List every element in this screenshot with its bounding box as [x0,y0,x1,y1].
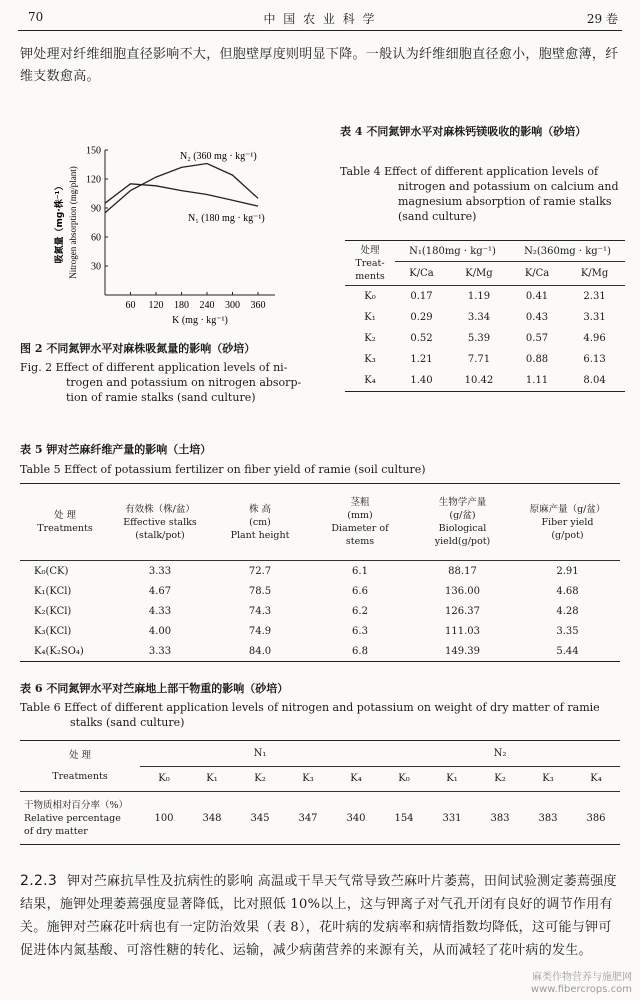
x-tick-label: 60 [125,300,136,311]
table4-cell: 0.17 [410,291,433,302]
x-tick-label: 180 [174,300,189,311]
table5-header [110,484,210,561]
series-line-1 [105,164,258,213]
table5-row [20,621,620,641]
x-axis-label: K (mg · kg⁻¹) [172,315,228,326]
table4-sub-header: K/Ca [409,268,434,280]
table6-cell: 340 [346,812,366,824]
table4-cell: 1.21 [410,354,433,365]
intro-paragraph: 钾处理对纤维细胞直径影响不大，但胞壁厚度则明显下降。一般认为纤维细胞直径愈小，胞壁愈薄，纤维支数愈高。 [20,47,619,84]
volume-label: 29 卷 [586,12,618,26]
table4-sub-header: K/Mg [465,268,493,280]
table6-treat-header [20,741,140,792]
y-tick-label: 120 [86,174,101,186]
fig2-chart [10,135,300,335]
table4-caption-en [340,164,630,224]
table5-header-unit: (g/pot) [551,529,584,541]
table6-treat-en: Treatments [52,771,108,782]
table4-cell: 0.41 [525,291,549,302]
fig2-caption-en-line: tion of ramie stalks (sand culture) [66,391,256,404]
table5-caption-cn: 表 5 钾对苎麻纤维产量的影响（土培） [20,443,212,456]
table4-cell: 0.52 [410,333,433,344]
table6 [20,740,620,845]
table4-cell: 3.31 [583,312,606,323]
table6-caption-en-line: Table 6 Effect of different application levels of nitrogen and potassium on weight of dry matter of ramie [20,701,600,714]
table6-k-header: K₃ [302,773,314,785]
table6-cell: 345 [250,812,270,824]
table5-cell: 74.3 [248,605,272,617]
table5-header-unit: (mm) [347,510,373,521]
table4 [345,240,625,392]
table4-treat-en: Treat-ments [355,257,385,282]
table4-cell: K₀ [364,291,376,302]
table5-row [20,601,620,621]
table5-header-en: Effective stalks [123,516,197,528]
table6-row-label-en: Relative percentage of dry matter [24,812,121,837]
table4-caption-en-line: Table 4 Effect of different application levels of [340,165,599,178]
fig2-caption-en-line: trogen and potassium on nitrogen absorp- [66,376,302,389]
series-label-n1: N₁ (180 mg · kg⁻¹) [188,213,265,224]
table5-header-en: Fiber yield [541,516,594,528]
table5-cell: K₀(CK) [34,565,69,577]
table5-cell: 72.7 [248,565,272,577]
table5-header-en: Biological yield(g/pot) [434,523,491,547]
table5-cell: 6.1 [352,565,368,577]
table6-row-label [20,792,140,845]
table5-header [20,484,110,561]
table5-header-unit: (cm) [249,516,271,528]
table5-cell: 126.37 [445,605,480,617]
table4-cell: 6.13 [583,354,606,365]
table5-header-unit: (stalk/pot) [135,529,185,541]
table5-cell: 4.28 [556,605,579,617]
table4-cell: K₁ [364,312,376,323]
table4-cell: 1.40 [410,375,433,386]
table6-k-header: K₀ [158,773,170,785]
fig2-caption-en [20,360,320,405]
table6-cell: 100 [154,812,174,824]
x-tick-label: 240 [199,300,215,311]
table4-caption-cn: 表 4 不同氮钾水平对麻株钙镁吸收的影响（砂培） [340,125,587,138]
table6-cell: 347 [298,812,318,824]
table6-cell: 383 [490,812,510,824]
table4-cell: 1.19 [467,291,491,302]
section-text: 钾对苎麻抗旱性及抗病性的影响 高温或干旱天气常导致苎麻叶片萎蔫，田间试验测定萎蔫强度结果，施钾处理萎蔫强度显著降低，比对照低 10%以上，这与钾离子对气孔开闭有良好的调节作用有关。施钾对苎麻花叶病也有一定防治效果（表 8），花叶病的发病率和病情指数均降低，这可能与钾可促进体内氮基酸、可溶性糖的转化、运输，减少病菌营养的来源有关，从而减轻了花叶病的发生。 [20,874,617,958]
table5-cell: 3.35 [556,625,579,637]
page-number: 70 [28,10,44,24]
fig2-caption-cn: 图 2 不同氮钾水平对麻株吸氮量的影响（砂培） [20,342,256,355]
table5-cell: 88.17 [448,565,477,577]
table4-n2-header: N₂(360mg · kg⁻¹) [510,241,625,262]
table4-cell: 0.43 [525,312,549,323]
table4-cell: 0.57 [525,333,549,344]
table5-header-en: Plant height [230,529,290,541]
table5-cell: 4.68 [556,585,579,597]
table5-cell: 6.3 [352,625,368,637]
table6-k-header: K₄ [590,773,602,785]
table6-k-header: K₄ [350,773,362,785]
y-tick-label: 60 [91,232,101,244]
table6-n1-header: N₁ [140,741,380,767]
table5-header [210,484,310,561]
table6-row-label-cn: 干物质相对百分率（%） [24,799,129,811]
table4-cell: 4.96 [583,333,606,344]
table5-cell: 5.44 [556,645,579,657]
header-rule [18,30,622,31]
table5-cell: 4.00 [148,625,172,637]
table5-header [515,484,620,561]
table4-row [345,328,625,349]
table5-cell: 149.39 [445,645,480,657]
journal-title: 中 国 农 业 科 学 [263,12,377,26]
table4-cell: 0.88 [525,354,549,365]
table5-header [410,484,515,561]
table5-row [20,561,620,582]
table5-cell: 3.33 [148,645,172,657]
watermark [531,972,632,996]
fig2-caption-en-line: Fig. 2 Effect of different application levels of ni- [20,361,288,374]
table6-row [20,792,620,845]
table5-cell: 111.03 [445,625,480,637]
table5-header-en: Diameter of stems [331,523,389,547]
table4-sub-header: K/Mg [580,268,609,280]
table4-sub-header: K/Ca [524,268,550,280]
table6-caption-en [20,700,630,730]
table5-cell: 6.6 [352,585,368,597]
table4-cell: K₄ [364,375,376,386]
table4-caption-en-line: magnesium absorption of ramie stalks [398,195,612,208]
table5-cell: 78.5 [248,585,272,597]
table5-cell: K₂(KCl) [34,605,72,617]
table6-k-header: K₂ [254,773,266,785]
table5-header-cn: 处 理 [53,510,77,521]
table4-cell: 7.71 [467,354,491,365]
table5-cell: 6.2 [352,605,368,617]
table4-n1-header: N₁(180mg · kg⁻¹) [395,241,510,262]
y-tick-label: 90 [91,203,101,215]
table6-n2-header: N₂ [380,741,620,767]
y-tick-label: 150 [86,145,101,157]
table6-caption-cn: 表 6 不同氮钾水平对苎麻地上部干物重的影响（砂培） [20,682,289,695]
table5-header-cn: 原麻产量（g/盆） [529,503,606,515]
y-tick-label: 30 [91,261,101,273]
table5-cell: 2.91 [556,565,579,577]
table5-row [20,581,620,601]
table6-k-header: K₀ [398,773,410,785]
table5 [20,483,620,662]
table4-cell: 2.31 [583,291,606,302]
table5-cell: 84.0 [248,645,272,657]
table4-cell: K₂ [364,333,376,344]
table5-cell: 3.33 [148,565,172,577]
table5-header-en: Treatments [37,523,93,534]
table5-cell: 136.00 [445,585,480,597]
table5-cell: K₁(KCl) [34,585,72,597]
table4-row [345,349,625,370]
table5-header-cn: 生物学产量 [438,497,487,508]
table5-cell: 74.9 [248,625,272,637]
table6-k-header: K₃ [542,773,554,785]
table4-caption-en-line: nitrogen and potassium on calcium and [398,180,619,193]
series-line-2 [105,184,258,206]
watermark-line: www.fibercrops.com [530,984,632,995]
table4-row [345,307,625,328]
table4-cell: 10.42 [464,375,494,386]
table6-k-header: K₁ [446,773,458,785]
table4-treat-header [345,241,395,286]
table4-cell: 5.39 [467,333,491,344]
y-axis-label-en: Nitrogen absorption (mg/plant) [68,166,78,279]
x-tick-label: 300 [225,300,240,311]
table4-row [345,286,625,308]
table5-cell: 4.33 [148,605,172,617]
table5-cell: 6.8 [352,645,368,657]
table6-cell: 348 [202,812,222,824]
table6-treat-cn: 处 理 [68,750,92,761]
x-tick-label: 360 [250,300,266,311]
table5-header-unit: (g/盆) [449,510,476,521]
table4-cell: 1.11 [525,375,549,386]
section-number: 2.2.3 [20,873,58,889]
table6-cell: 386 [586,812,606,824]
table6-cell: 154 [394,812,414,824]
table5-header-cn: 有效株（株/盆） [125,503,195,515]
table6-k-header: K₁ [206,773,218,785]
table5-row [20,641,620,662]
section-paragraph [20,870,620,962]
table4-cell: 3.34 [467,312,491,323]
table5-cell: K₃(KCl) [34,625,72,637]
table6-k-header: K₂ [494,773,506,785]
table5-header [310,484,410,561]
table6-cell: 331 [442,812,462,824]
table6-caption-en-line: stalks (sand culture) [70,716,185,729]
table5-cell: K₄(K₂SO₄) [34,645,84,657]
table4-cell: 0.29 [410,312,433,323]
table4-row [345,370,625,392]
table4-caption-en-line: (sand culture) [398,210,477,223]
table5-header-cn: 茎粗 [350,497,370,508]
table4-cell: K₃ [364,354,376,365]
series-label-n2: N₂ (360 mg · kg⁻¹) [180,151,257,162]
table5-caption-en: Table 5 Effect of potassium fertilizer on fiber yield of ramie (soil culture) [20,463,426,476]
table4-treat-cn: 处理 [360,244,380,256]
y-axis-label-cn: 吸氮量（mg·株⁻¹） [55,181,65,264]
table6-cell: 383 [538,812,558,824]
x-tick-label: 120 [148,300,164,311]
table5-cell: 4.67 [148,585,172,597]
watermark-line: 麻类作物营养与施肥网 [532,972,632,983]
table4-cell: 8.04 [583,375,606,386]
table5-header-cn: 株 高 [248,503,272,515]
